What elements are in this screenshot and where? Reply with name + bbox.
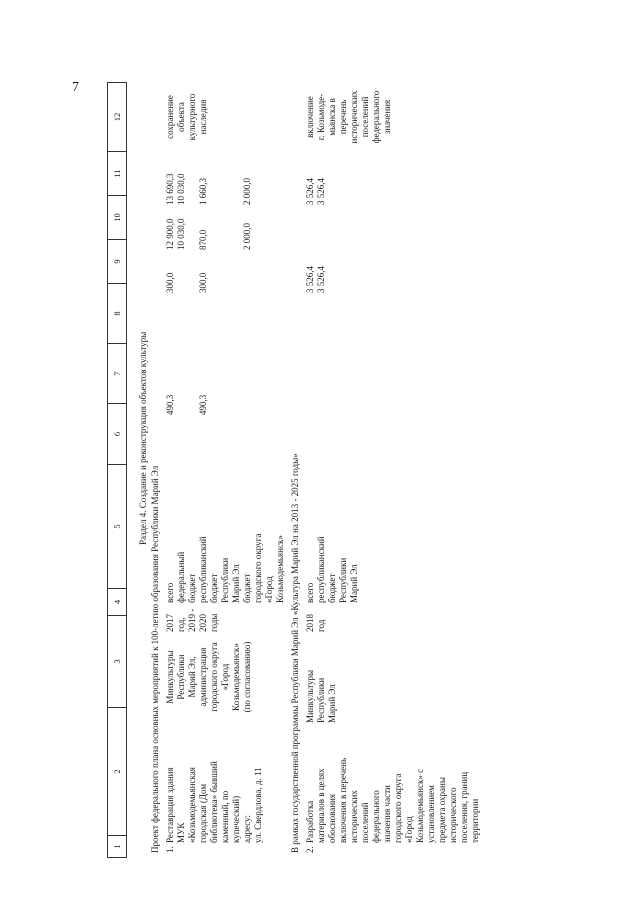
row2-number: 2. bbox=[305, 846, 315, 853]
row1-col11 bbox=[165, 161, 253, 205]
header-cell-7: 7 bbox=[108, 344, 126, 404]
row2-name-line: включения в перечень bbox=[338, 757, 348, 843]
row2-source-line: всего bbox=[305, 582, 315, 603]
row1-executor-line: Козьмодемьянск» bbox=[231, 643, 241, 711]
row1-executor-line: администрация bbox=[198, 647, 208, 707]
row2-result-line: г. Козьмоде- bbox=[316, 93, 326, 141]
row2-name-line: материалов в целях bbox=[316, 768, 326, 843]
row2-executor-line: Республики bbox=[316, 677, 326, 723]
row1-years-line: годы bbox=[209, 613, 219, 632]
row2-name-line: поселений bbox=[360, 802, 370, 843]
row1-name-line: МУК bbox=[176, 822, 186, 843]
row2-col11 bbox=[305, 161, 327, 205]
row1-name-line: каменный, по bbox=[220, 790, 230, 843]
row1-name-line: адресу: bbox=[242, 814, 252, 843]
row1-col11-value bbox=[231, 161, 242, 205]
row1-name-line: купеческий) bbox=[231, 795, 241, 843]
row2-result-line: перечень bbox=[338, 99, 348, 135]
row1-source-line: бюджет bbox=[242, 573, 252, 603]
row1-col9-value: 300,0 bbox=[198, 272, 208, 293]
row1-result-line: сохранение bbox=[165, 95, 175, 139]
row1-source-line: бюджет bbox=[209, 573, 219, 603]
row1-result-line: наследия bbox=[198, 99, 208, 135]
row1-col11-value bbox=[187, 161, 198, 205]
row2-name-line: федерального bbox=[371, 790, 381, 843]
row1-col10-value bbox=[231, 206, 242, 250]
header-cell-6: 6 bbox=[108, 404, 126, 465]
row2-result bbox=[305, 81, 393, 153]
row2-result-line: федерального bbox=[371, 90, 381, 144]
row2-result-line: включение bbox=[305, 96, 315, 138]
row1-col10-value bbox=[209, 206, 220, 250]
row2-name-line: обоснования bbox=[327, 793, 337, 843]
row1-col10-value: 870,0 bbox=[198, 229, 208, 250]
row2-source-line: Марий Эл bbox=[349, 564, 359, 603]
row1-source-line: «Город bbox=[264, 576, 274, 603]
header-cell-12: 12 bbox=[108, 82, 126, 152]
header-cell-5: 5 bbox=[108, 465, 126, 589]
header-cell-8: 8 bbox=[108, 284, 126, 344]
row1-source-line: всего bbox=[165, 582, 175, 603]
row1-col7-value: 490,3 bbox=[198, 394, 208, 415]
row2-name-line: территории bbox=[470, 798, 480, 843]
row2-name-line: поселения, границ bbox=[459, 771, 469, 843]
row1-col10-value: 12 900,0 bbox=[165, 218, 175, 250]
row1-name bbox=[165, 733, 264, 843]
row2-result-line: поселений bbox=[360, 96, 370, 138]
table-header bbox=[107, 82, 127, 858]
row1-source bbox=[165, 493, 286, 603]
row2-name bbox=[305, 733, 481, 843]
row2-executor-line: Марий Эл bbox=[327, 684, 337, 723]
row1-years-line: год, bbox=[176, 617, 186, 632]
header-cell-1: 1 bbox=[108, 836, 126, 858]
row2-result-line: мьянска в bbox=[327, 98, 337, 136]
row2-source-line: Республики bbox=[338, 557, 348, 603]
row2-result-line: значения bbox=[382, 99, 392, 135]
row1-col11-value: 13 690,3 bbox=[165, 173, 175, 205]
row2-source-line: республиканский bbox=[316, 536, 326, 603]
row2-result-line: исторических bbox=[349, 90, 359, 144]
row1-col7 bbox=[165, 365, 209, 415]
row1-number: 1. bbox=[165, 846, 175, 853]
row1-executor bbox=[165, 631, 253, 723]
row1-name-line: библиотека» бывший bbox=[209, 761, 219, 843]
row1-executor-line: Марий Эл, bbox=[187, 656, 197, 698]
header-cell-2: 2 bbox=[108, 708, 126, 836]
row1-result bbox=[165, 81, 209, 153]
row2-col11-value: 3 526,4 bbox=[316, 178, 326, 205]
row1-col10-value bbox=[187, 206, 198, 250]
row2-name-line: городского округа bbox=[393, 773, 403, 843]
row2-name-line: предмета охраны bbox=[437, 777, 447, 843]
header-cell-4: 4 bbox=[108, 589, 126, 616]
row1-col9-value: 300,0 bbox=[165, 272, 175, 293]
header-cell-11: 11 bbox=[108, 152, 126, 196]
row1-source-line: федеральный bbox=[176, 551, 186, 603]
row1-col11-value: 2 000,0 bbox=[242, 178, 252, 205]
program-title: В рамках государственной программы Республики Марий Эл «Культура Марий Эл на 2013 - 2025 годы» bbox=[290, 453, 300, 853]
row1-result-line: объекта bbox=[176, 102, 186, 132]
row1-source-line: Козьмодемьянск» bbox=[275, 535, 285, 603]
row1-executor-line: Минкультуры bbox=[165, 650, 175, 704]
row2-name-line: Козьмодемьянск» с bbox=[415, 768, 425, 843]
row1-col11-value: 1 660,3 bbox=[198, 178, 208, 205]
row2-source bbox=[305, 493, 360, 603]
row1-executor-line: (по согласованию) bbox=[242, 641, 252, 713]
header-cell-10: 10 bbox=[108, 196, 126, 240]
row2-name-line: исторического bbox=[448, 787, 458, 843]
row2-name-line: Разработка bbox=[305, 800, 315, 843]
page-number: 7 bbox=[72, 80, 79, 95]
row1-source-line: бюджет bbox=[187, 573, 197, 603]
row1-source-line: Марий Эл bbox=[231, 564, 241, 603]
header-cell-3: 3 bbox=[108, 616, 126, 708]
row2-executor bbox=[305, 631, 338, 723]
row1-source-line: республиканский bbox=[198, 536, 208, 603]
row1-executor-line: городского округа bbox=[209, 642, 219, 712]
row2-col11-value: 3 526,4 bbox=[305, 178, 315, 205]
row1-col9-value bbox=[176, 253, 187, 293]
row1-years bbox=[165, 604, 220, 632]
row2-name-line: исторических bbox=[349, 790, 359, 843]
row1-source-line: городского округа bbox=[253, 533, 263, 603]
row1-col11-value: 10 030,0 bbox=[176, 173, 186, 205]
row1-col9 bbox=[165, 253, 209, 293]
row2-name-line: значения части bbox=[382, 785, 392, 843]
row2-executor-line: Минкультуры bbox=[305, 669, 315, 723]
row2-years-line: 2018 bbox=[305, 614, 315, 632]
row1-years-line: 2020 bbox=[198, 614, 208, 632]
row1-name-line: Реставрация здания bbox=[165, 767, 175, 843]
row1-name-line: ул. Свердлова, д. 11 bbox=[253, 767, 263, 843]
row1-name-line: «Козьмодемьянская bbox=[187, 767, 197, 843]
row1-col7-value: 490,3 bbox=[165, 394, 175, 415]
project-title: Проект федерального плана основных мероприятий к 100-летию образования Республики Марий Эл bbox=[150, 465, 160, 853]
row2-years-line: год bbox=[316, 619, 326, 632]
row1-col11-value bbox=[220, 161, 231, 205]
row2-col9 bbox=[305, 249, 327, 293]
row1-source-line: Республики bbox=[220, 557, 230, 603]
row1-result-line: культурного bbox=[187, 93, 197, 141]
row1-years-line: 2017 bbox=[165, 614, 175, 632]
row1-col7-value bbox=[176, 365, 187, 415]
row2-name-line: «Город bbox=[404, 816, 414, 843]
row2-name-line: установлением bbox=[426, 785, 436, 843]
row1-col10-value: 2 000,0 bbox=[242, 223, 252, 250]
row1-col11-value bbox=[209, 161, 220, 205]
row2-source-line: бюджет bbox=[327, 573, 337, 603]
row1-col10-value bbox=[220, 206, 231, 250]
row2-col9-value: 3 526,4 bbox=[316, 266, 326, 293]
row1-col10 bbox=[165, 206, 253, 250]
row1-years-line: 2019 - bbox=[187, 608, 197, 632]
row1-col7-value bbox=[187, 365, 198, 415]
row1-col9-value bbox=[187, 253, 198, 293]
row1-name-line: городская (Дом bbox=[198, 783, 208, 843]
row1-executor-line: «Город bbox=[220, 663, 230, 691]
row2-col9-value: 3 526,4 bbox=[305, 266, 315, 293]
row2-years bbox=[305, 604, 327, 632]
row1-executor-line: Республики bbox=[176, 654, 186, 700]
section-title: Раздел 4. Создание и реконструкция объектов культуры bbox=[138, 331, 148, 545]
row1-col10-value: 10 030,0 bbox=[176, 218, 186, 250]
header-cell-9: 9 bbox=[108, 240, 126, 284]
